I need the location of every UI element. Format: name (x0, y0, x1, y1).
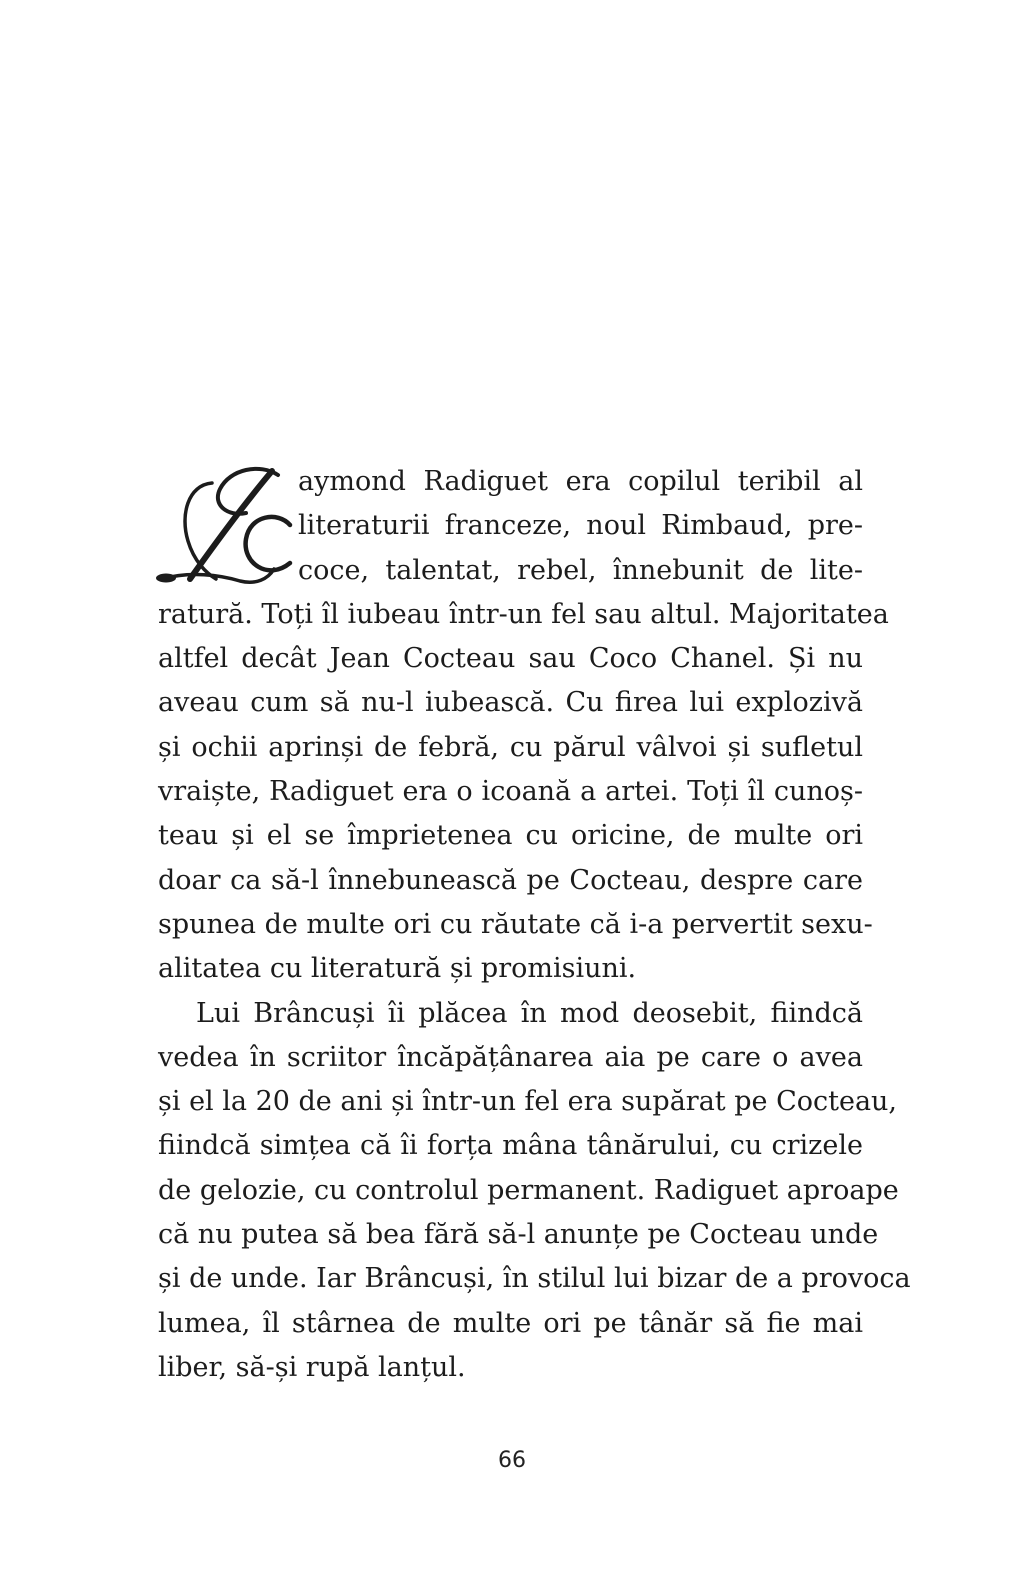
text-line: că nu putea să bea fără să-l anunțe pe Cocteau unde (158, 1219, 879, 1251)
text-line: vraiște, Radiguet era o icoană a artei. Toți îl cunoș- (158, 776, 863, 808)
body-text (158, 460, 911, 1390)
text-line: și de unde. Iar Brâncuși, în stilul lui bizar de a provoca (158, 1263, 911, 1295)
text-line: literaturii franceze, noul Rimbaud, pre- (298, 510, 863, 542)
text-line: ratură. Toți îl iubeau într-un fel sau altul. Majoritatea (158, 598, 889, 630)
text-line: Lui Brâncuși îi plăcea în mod deosebit, fiindcă (196, 997, 863, 1029)
text-line: fiindcă simțea că îi forța mâna tânărului, cu crizele (158, 1130, 863, 1162)
text-line: teau și el se împrietenea cu oricine, de multe ori (158, 820, 863, 852)
paragraph-1 (158, 460, 889, 992)
text-line: vedea în scriitor încăpățânarea aia pe care o avea (158, 1041, 863, 1073)
text-line: lumea, îl stârnea de multe ori pe tânăr să fie mai (158, 1307, 863, 1339)
paragraph-2 (158, 992, 911, 1391)
text-line: coce, talentat, rebel, înnebunit de lite- (298, 554, 863, 586)
text-line: și el la 20 de ani și într-un fel era supărat pe Cocteau, (158, 1086, 898, 1118)
text-line: altfel decât Jean Cocteau sau Coco Chanel. Și nu (158, 643, 863, 675)
text-line: aveau cum să nu-l iubească. Cu firea lui explozivă (158, 687, 863, 719)
text-line: de gelozie, cu controlul permanent. Radiguet aproape (158, 1174, 899, 1206)
text-line: spunea de multe ori cu răutate că i-a pervertit sexu- (158, 908, 873, 940)
text-line: și ochii aprinși de febră, cu părul vâlvoi și sufletul (158, 731, 863, 763)
page-number: 66 (498, 1448, 526, 1473)
text-line: aymond Radiguet era copilul teribil al (298, 466, 863, 497)
text-line: alitatea cu literatură și promisiuni. (158, 953, 637, 985)
text-line: liber, să-și rupă lanțul. (158, 1351, 466, 1383)
text-line: doar ca să-l înnebunească pe Cocteau, despre care (158, 864, 863, 896)
